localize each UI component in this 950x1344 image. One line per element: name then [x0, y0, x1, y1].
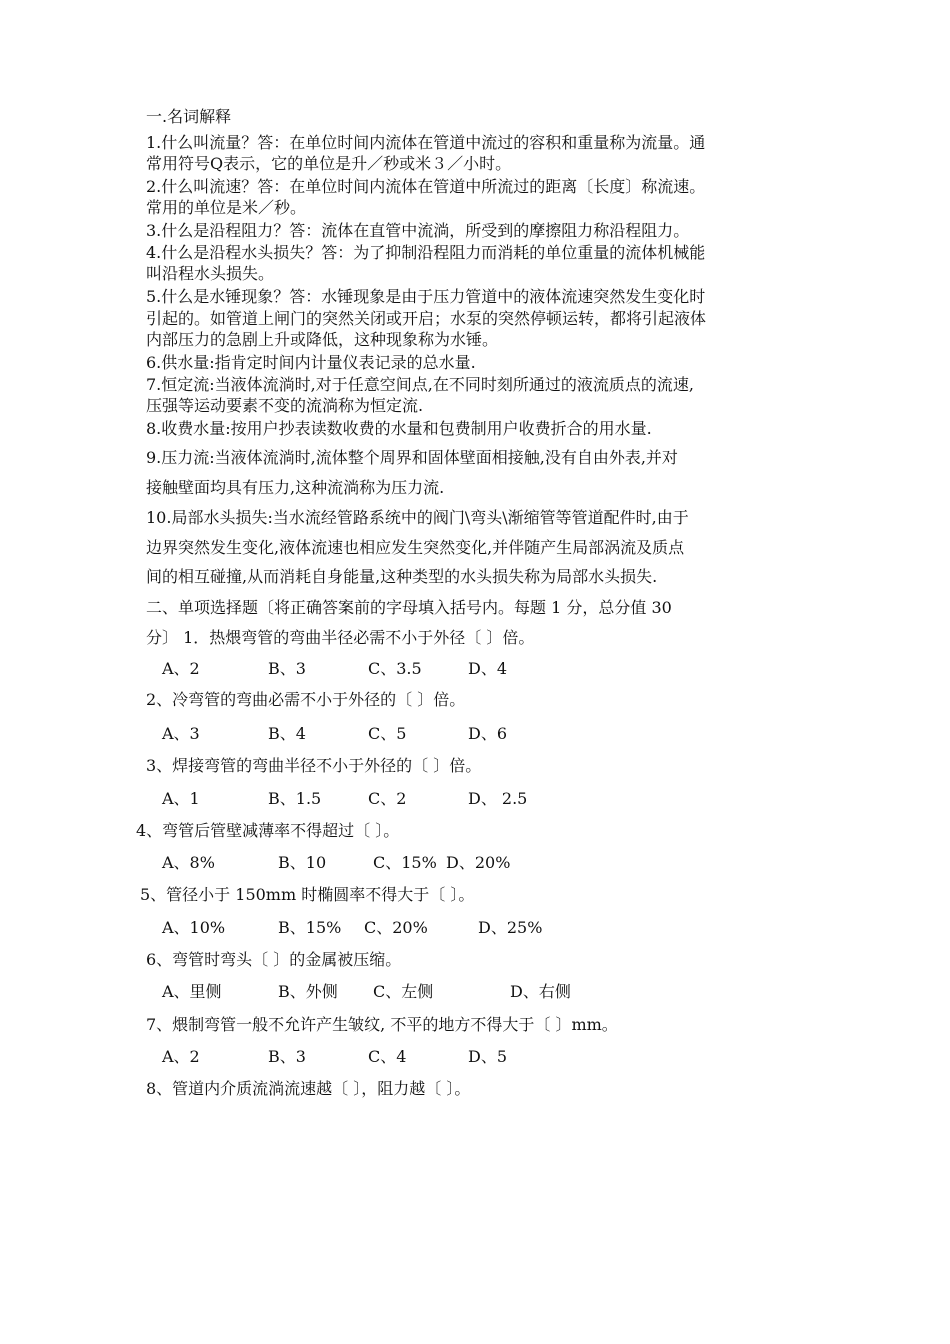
- option-b: B、15%: [278, 918, 342, 937]
- definition-line: 8.收费水量:按用户抄表读数收费的水量和包费制用户收费折合的用水量.: [146, 419, 652, 438]
- definition-line: 内部压力的急剧上升或降低，这种现象称为水锤。: [146, 330, 499, 349]
- definition-line: 4.什么是沿程水头损失？答：为了抑制沿程阻力而消耗的单位重量的流体机械能: [146, 243, 706, 262]
- option-c: C、5: [368, 724, 407, 743]
- definition-line: 边界突然发生变化,液体流速也相应发生突然变化,并伴随产生局部涡流及质点: [146, 538, 685, 557]
- question-7: 7、煨制弯管一般不允许产生皱纹, 不平的地方不得大于〔 〕mm。: [146, 1015, 618, 1034]
- definition-line: 9.压力流:当液体流淌时,流体整个周界和固体壁面相接触,没有自由外表,并对: [146, 448, 678, 467]
- definition-line: 2.什么叫流速？答：在单位时间内流体在管道中所流过的距离〔长度〕称流速。: [146, 177, 706, 196]
- option-c: C、20%: [364, 918, 428, 937]
- question-4: 4、弯管后管壁减薄率不得超过〔 〕。: [136, 821, 400, 840]
- option-b: B、外侧: [278, 982, 338, 1001]
- option-b: B、3: [268, 659, 306, 678]
- option-a: A、1: [162, 789, 200, 808]
- definition-line: 间的相互碰撞,从而消耗自身能量,这种类型的水头损失称为局部水头损失.: [146, 567, 658, 586]
- option-d: D、20%: [446, 853, 511, 872]
- question-2: 2、冷弯管的弯曲必需不小于外径的〔 〕倍。: [146, 690, 466, 709]
- option-d: D、6: [468, 724, 508, 743]
- option-a: A、3: [162, 724, 200, 743]
- option-b: B、3: [268, 1047, 306, 1066]
- definition-line: 常用符号Q表示，它的单位是升／秒或米３／小时。: [146, 154, 512, 173]
- definition-line: 7.恒定流:当液体流淌时,对于任意空间点,在不同时刻所通过的液流质点的流速,: [146, 375, 694, 394]
- question-8: 8、管道内介质流淌流速越〔 〕，阻力越〔 〕。: [146, 1079, 471, 1098]
- question-6: 6、弯管时弯头〔 〕的金属被压缩。: [146, 950, 402, 969]
- option-d: D、 2.5: [468, 789, 528, 808]
- question-5: 5、管径小于 150mm 时椭圆率不得大于〔 〕。: [140, 885, 475, 904]
- option-c: C、15%: [373, 853, 437, 872]
- option-d: D、右侧: [510, 982, 571, 1001]
- option-b: B、10: [278, 853, 327, 872]
- definition-line: 1.什么叫流量？答：在单位时间内流体在管道中流过的容积和重量称为流量。通: [146, 133, 706, 152]
- definition-line: 引起的。如管道上闸门的突然关闭或开启；水泵的突然停顿运转，都将引起液体: [146, 309, 707, 328]
- definition-line: 5.什么是水锤现象？答：水锤现象是由于压力管道中的液体流速突然发生变化时: [146, 287, 706, 306]
- option-a: A、2: [162, 1047, 200, 1066]
- option-b: B、1.5: [268, 789, 322, 808]
- definition-line: 叫沿程水头损失。: [146, 264, 275, 283]
- section1-title: 一.名词解释: [146, 107, 232, 126]
- definition-line: 6.供水量:指肯定时间内计量仪表记录的总水量.: [146, 353, 476, 372]
- option-c: C、左侧: [373, 982, 434, 1001]
- option-d: D、4: [468, 659, 508, 678]
- question-1: 分〕 1．热煨弯管的弯曲半径必需不小于外径〔 〕倍。: [146, 628, 535, 647]
- option-a: A、8%: [162, 853, 215, 872]
- option-a: A、10%: [162, 918, 226, 937]
- option-c: C、4: [368, 1047, 407, 1066]
- option-c: C、3.5: [368, 659, 422, 678]
- option-a: A、2: [162, 659, 200, 678]
- option-c: C、2: [368, 789, 407, 808]
- definition-line: 3.什么是沿程阻力？答：流体在直管中流淌，所受到的摩擦阻力称沿程阻力。: [146, 221, 690, 240]
- option-d: D、5: [468, 1047, 508, 1066]
- option-d: D、25%: [478, 918, 543, 937]
- definition-line: 接触壁面均具有压力,这种流淌称为压力流.: [146, 478, 445, 497]
- section2-title: 二、单项选择题〔将正确答案前的字母填入括号内。每题 1 分，总分值 30: [146, 598, 672, 617]
- definition-line: 常用的单位是米／秒。: [146, 198, 307, 217]
- question-3: 3、焊接弯管的弯曲半径不小于外径的〔 〕倍。: [146, 756, 482, 775]
- option-a: A、里侧: [162, 982, 222, 1001]
- option-b: B、4: [268, 724, 306, 743]
- definition-line: 10.局部水头损失:当水流经管路系统中的阀门\弯头\渐缩管等管道配件时,由于: [146, 508, 689, 527]
- definition-line: 压强等运动要素不变的流淌称为恒定流.: [146, 396, 424, 415]
